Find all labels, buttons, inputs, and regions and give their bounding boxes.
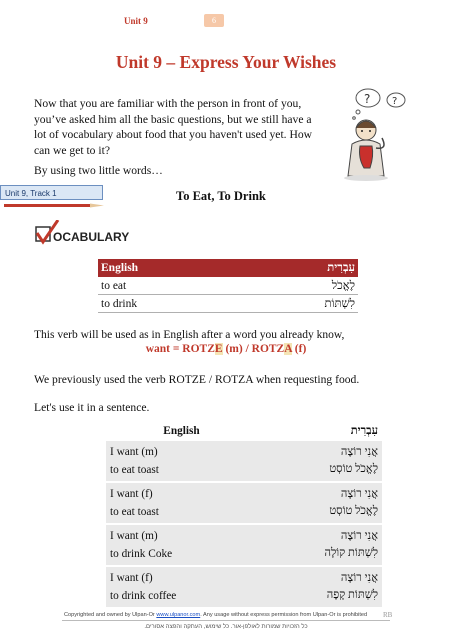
footer-prefix: Copyrighted and owned by Ulpan-Or bbox=[64, 612, 157, 618]
lets-use-line: Let's use it in a sentence. bbox=[34, 401, 150, 414]
vocab-header-hebrew: עִבְרִית bbox=[239, 259, 358, 277]
table-row bbox=[106, 482, 382, 524]
sentence-hebrew-cell bbox=[257, 524, 382, 566]
hebrew-line: אֲנִי רוֹצֶה bbox=[340, 446, 378, 458]
sentence-english-cell bbox=[106, 524, 257, 566]
formula-part: (m) / ROTZ bbox=[222, 343, 285, 355]
verb-formula bbox=[0, 343, 452, 355]
hebrew-line: אֲנִי רוֹצָה bbox=[340, 572, 378, 584]
english-line: to eat toast bbox=[110, 506, 159, 518]
svg-text:?: ? bbox=[392, 96, 398, 107]
english-line: I want (m) bbox=[110, 530, 158, 542]
pencil-icon bbox=[4, 203, 104, 208]
vocab-hebrew-cell: לִשְׁתּוֹת bbox=[239, 295, 358, 313]
intro-paragraph: Now that you are familiar with the person in front of you, you’ve asked him all the basic questions, but we still have a lot of vocabulary about food that you haven't used yet. How can we get to it? bbox=[34, 97, 313, 157]
page-number-badge: 6 bbox=[204, 14, 224, 27]
section-title: To Eat, To Drink bbox=[176, 189, 266, 203]
formula-part: want = ROTZ bbox=[145, 343, 215, 355]
table-row bbox=[98, 295, 358, 313]
page-title: Unit 9 – Express Your Wishes bbox=[115, 52, 337, 72]
hebrew-line: אֲנִי רוֹצֶה bbox=[340, 530, 378, 542]
verb-note: This verb will be used as in English after a word you already know, bbox=[34, 329, 345, 341]
english-line: I want (f) bbox=[110, 488, 153, 500]
vocab-hebrew-cell: לֶאֱכֹל bbox=[239, 277, 358, 295]
sentence-hebrew-cell bbox=[257, 482, 382, 524]
formula-part: (f) bbox=[291, 343, 307, 355]
hebrew-line: לִשְׁתּוֹת קוֹלָה bbox=[324, 547, 378, 559]
unit-label: Unit 9 bbox=[124, 16, 148, 26]
table-row bbox=[106, 441, 382, 482]
footer-link[interactable]: www.ulpanor.com bbox=[156, 612, 201, 618]
hebrew-line: לִשְׁתּוֹת קָפֶה bbox=[326, 589, 378, 601]
sentence-english-cell bbox=[106, 566, 257, 607]
vocab-english-cell: to drink bbox=[98, 295, 239, 313]
vocab-english-cell: to eat bbox=[98, 277, 239, 295]
english-line: I want (f) bbox=[110, 572, 153, 584]
table-row bbox=[98, 277, 358, 295]
sentence-hebrew-cell bbox=[257, 441, 382, 482]
two-words-line: By using two little words… bbox=[34, 164, 163, 177]
hebrew-line: אֲנִי רוֹצָה bbox=[340, 488, 378, 500]
vocabulary-logo-text: OCABULARY bbox=[53, 230, 130, 244]
footer-code: RB bbox=[383, 611, 393, 619]
sentence-english-cell bbox=[106, 482, 257, 524]
hebrew-line: לֶאֱכֹל טוֹסְט bbox=[329, 505, 378, 517]
footer-hebrew: כל הזכויות שמורות לאולפן-אור. כל שימוש, העתקה והפצה אסורים. bbox=[144, 624, 308, 630]
checkmark-icon bbox=[34, 220, 144, 248]
svg-text:?: ? bbox=[364, 92, 371, 106]
table-row bbox=[106, 566, 382, 607]
formula-highlight: E bbox=[214, 343, 223, 355]
english-line: to eat toast bbox=[110, 464, 159, 476]
english-line: I want (m) bbox=[110, 446, 158, 458]
english-line: to drink coffee bbox=[110, 590, 177, 602]
thinking-person-illustration bbox=[330, 84, 420, 184]
vocab-header-english: English bbox=[98, 259, 239, 277]
sentence-header-hebrew: עִבְרִית bbox=[350, 425, 378, 437]
sentence-hebrew-cell bbox=[257, 566, 382, 607]
audio-track-label[interactable]: Unit 9, Track 1 bbox=[0, 185, 103, 200]
vocabulary-table bbox=[98, 259, 358, 313]
footer-copyright bbox=[64, 612, 367, 618]
table-row bbox=[106, 524, 382, 566]
footer-divider bbox=[62, 620, 390, 621]
sentence-english-cell bbox=[106, 441, 257, 482]
sentence-header-english: English bbox=[163, 425, 200, 437]
formula-highlight: A bbox=[284, 343, 292, 355]
vocabulary-logo bbox=[34, 220, 144, 248]
hebrew-line: לֶאֱכֹל טוֹסְט bbox=[329, 463, 378, 475]
sentence-table bbox=[106, 421, 382, 607]
previous-usage-note: We previously used the verb ROTZE / ROTZA when requesting food. bbox=[34, 373, 360, 386]
footer-suffix: . Any usage without express permission from Ulpan-Or is prohibited bbox=[200, 612, 368, 618]
english-line: to drink Coke bbox=[110, 548, 173, 560]
